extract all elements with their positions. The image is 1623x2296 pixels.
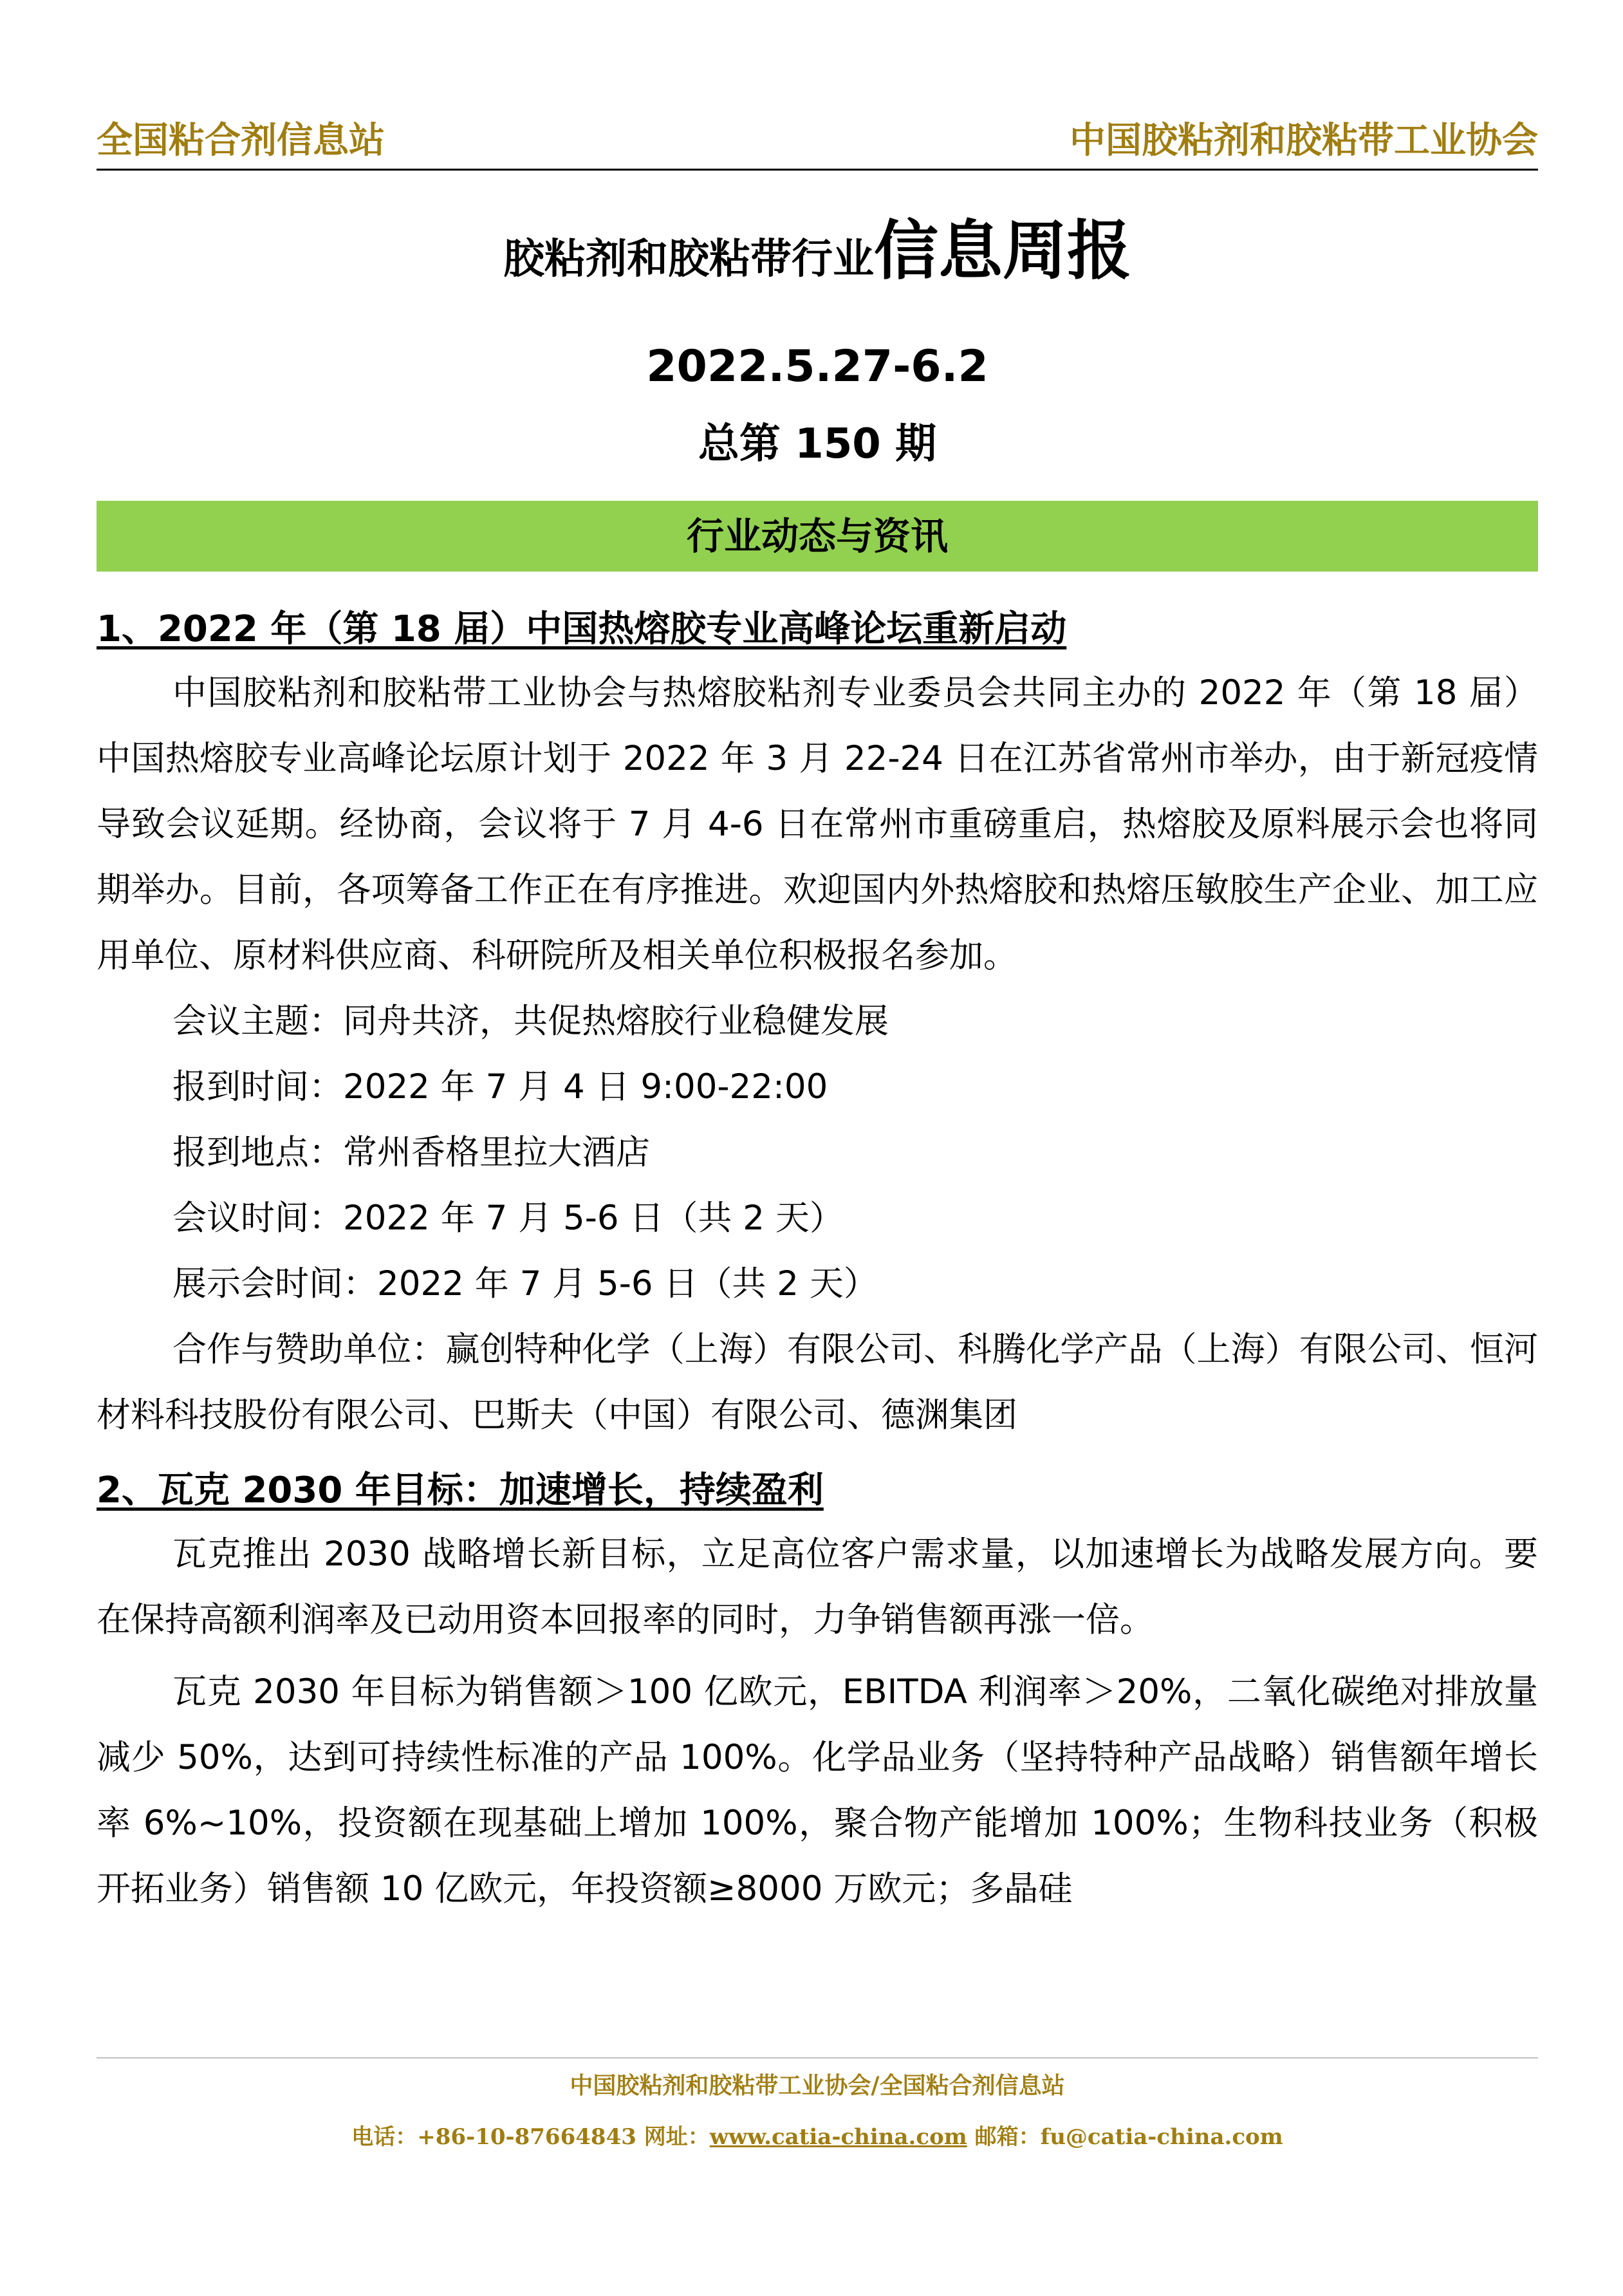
footer-email[interactable]: fu@catia-china.com xyxy=(1040,2124,1283,2150)
report-title-main: 信息周报 xyxy=(874,213,1131,288)
footer-organization: 中国胶粘剂和胶粘带工业协会/全国粘合剂信息站 xyxy=(570,2072,1065,2099)
footer-phone-label: 电话： xyxy=(351,2124,418,2150)
article-1-checkin-place: 报到地点：常州香格里拉大酒店 xyxy=(172,1133,650,1172)
footer-website-link[interactable]: www.catia-china.com xyxy=(709,2124,967,2150)
report-issue-number: 总第 150 期 xyxy=(698,420,937,468)
article-content xyxy=(97,599,1538,1922)
article-1-sponsors: 合作与赞助单位：赢创特种化学（上海）有限公司、科腾化学产品（上海）有限公司、恒河材料科技股份有限公司、巴斯夫（中国）有限公司、德渊集团 xyxy=(97,1330,1538,1435)
footer-mail-label: 邮箱： xyxy=(967,2124,1041,2150)
report-date-range: 2022.5.27-6.2 xyxy=(646,341,988,392)
document-page xyxy=(97,0,1538,2296)
header-association-name: 中国胶粘剂和胶粘带工业协会 xyxy=(1070,119,1538,162)
footer-phone: +86-10-87664843 xyxy=(417,2124,636,2150)
header-site-name: 全国粘合剂信息站 xyxy=(97,119,385,162)
article-1-heading: 1、2022 年（第 18 届）中国热熔胶专业高峰论坛重新启动 xyxy=(97,608,1067,650)
footer-web-label: 网址： xyxy=(636,2124,710,2150)
article-2-para-2: 瓦克 2030 年目标为销售额＞100 亿欧元，EBITDA 利润率＞20%，二氧化碳绝对排放量减少 50%，达到可持续性标准的产品 100%。化学品业务（坚持特种产品战略）销售额年增长率 6%~10%，投资额在现基础上增加 100%，聚合物产能增加 100%；生物科技业务（积极开拓业务）销售额 10 亿欧元，年投资额≥8000 万欧元；多晶硅 xyxy=(97,1672,1538,1909)
article-1-intro: 中国胶粘剂和胶粘带工业协会与热熔胶粘剂专业委员会共同主办的 2022 年（第 18 届）中国热熔胶专业高峰论坛原计划于 2022 年 3 月 22-24 日在江苏省常州市举办，由于新冠疫情导致会议延期。经协商，会议将于 7 月 4-6 日在常州市重磅重启，热熔胶及原料展示会也将同期举办。目前，各项筹备工作正在有序推进。欢迎国内外热熔胶和热熔压敏胶生产企业、加工应用单位、原材料供应商、科研院所及相关单位积极报名参加。 xyxy=(97,673,1538,975)
article-1-expo-time: 展示会时间：2022 年 7 月 5-6 日（共 2 天） xyxy=(172,1264,878,1303)
article-2-heading: 2、瓦克 2030 年目标：加速增长，持续盈利 xyxy=(97,1470,824,1511)
article-1-theme: 会议主题：同舟共济，共促热熔胶行业稳健发展 xyxy=(172,1002,889,1041)
report-title-prefix: 胶粘剂和胶粘带行业 xyxy=(503,236,874,283)
footer-divider xyxy=(97,2057,1538,2058)
footer-contact xyxy=(97,2118,1538,2156)
section-banner: 行业动态与资讯 xyxy=(97,501,1538,572)
report-title xyxy=(97,206,1538,296)
article-1-checkin-time: 报到时间：2022 年 7 月 4 日 9:00-22:00 xyxy=(172,1067,828,1106)
article-2-para-1: 瓦克推出 2030 战略增长新目标，立足高位客户需求量，以加速增长为战略发展方向。要在保持高额利润率及已动用资本回报率的同时，力争销售额再涨一倍。 xyxy=(97,1535,1538,1639)
page-header xyxy=(97,109,1538,171)
article-1-meeting-time: 会议时间：2022 年 7 月 5-6 日（共 2 天） xyxy=(172,1199,844,1238)
